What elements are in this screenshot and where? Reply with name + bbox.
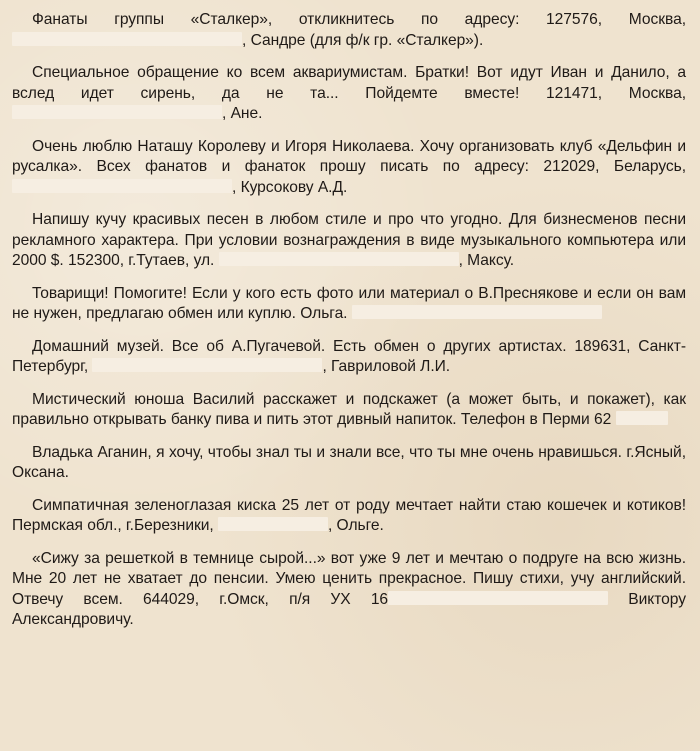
redacted-phone	[616, 411, 668, 425]
ad-text: , Ольге.	[327, 517, 384, 534]
redacted-address	[12, 32, 242, 46]
ad-songs	[12, 210, 686, 272]
ad-presnyakov	[12, 284, 686, 325]
ad-text: Специальное обращение ко всем аквариумистам. Братки! Вот идут Иван и Данило, а вслед идет сирень, да не та... Пойдемте вместе! 121471, Москва,	[12, 64, 686, 102]
ad-text: Очень люблю Наташу Королеву и Игоря Николаева. Хочу организовать клуб «Дельфин и русалка». Всех фанатов и фанаток прошу писать по адресу: 212029, Беларусь,	[12, 137, 686, 175]
redacted-address	[388, 591, 608, 605]
redacted-address	[218, 517, 328, 531]
ad-stalker-fans	[12, 10, 686, 51]
ad-text: , Гавриловой Л.И.	[322, 358, 451, 375]
ad-mystic-vasily	[12, 390, 686, 431]
ad-text: , Сандре (для ф/к гр. «Сталкер»).	[242, 31, 484, 49]
redacted-address	[12, 179, 232, 193]
ad-text: Симпатичная зеленоглазая киска 25 лет от роду мечтает найти стаю кошечек и котиков! Пермская обл., г.Березники,	[12, 496, 686, 534]
ad-text: Фанаты группы «Сталкер», откликнитесь по адресу: 127576, Москва,	[32, 11, 686, 28]
ad-text: , Ане.	[222, 105, 263, 122]
ad-vladka	[12, 443, 686, 484]
ad-text: Виктору Александровичу.	[12, 590, 686, 628]
ad-text: Домашний музей. Все об А.Пугачевой. Есть обмен о других артистах. 189631, Санкт-Петербург,	[12, 337, 686, 375]
ad-pugacheva-museum	[12, 337, 686, 378]
ad-text: , Максу.	[458, 252, 515, 269]
ad-text: Товарищи! Помогите! Если у кого есть фото или материал о В.Преснякове и если он вам не нужен, предлагаю обмен или куплю. Ольга.	[12, 284, 686, 322]
redacted-address	[92, 358, 322, 372]
ad-text: Владька Аганин, я хочу, чтобы знал ты и знали все, что ты мне очень нравишься. г.Ясный, Оксана.	[12, 443, 686, 481]
ad-text: Мистический юноша Василий расскажет и подскажет (а может быть, и покажет), как правильно открывать банку пива и пить этот дивный напиток. Телефон в Перми 62	[12, 390, 686, 428]
ad-green-eyed-kitty	[12, 496, 686, 537]
ad-dolphin-club	[12, 137, 686, 199]
redacted-address	[219, 252, 459, 266]
ad-text: «Сижу за решеткой в темнице сырой...» вот уже 9 лет и мечтаю о подруге на всю жизнь. Мне 20 лет не хватает до пенсии. Умею ценить прекрасное. Пишу стихи, учу английский. Отвечу всем. 644029, г.Омск, п/я УХ 16	[12, 549, 686, 608]
redacted-address	[352, 305, 602, 319]
redacted-address	[12, 105, 222, 119]
ad-text: Напишу кучу красивых песен в любом стиле и про что угодно. Для бизнесменов песни рекламного характера. При условии вознаграждения в виде музыкального компьютера или 2000 $. 152300, г.Тутаев, ул.	[12, 211, 686, 269]
ad-aquarium	[12, 63, 686, 125]
ad-prison-prisoner	[12, 549, 686, 631]
ad-text: , Курсокову А.Д.	[232, 178, 348, 196]
